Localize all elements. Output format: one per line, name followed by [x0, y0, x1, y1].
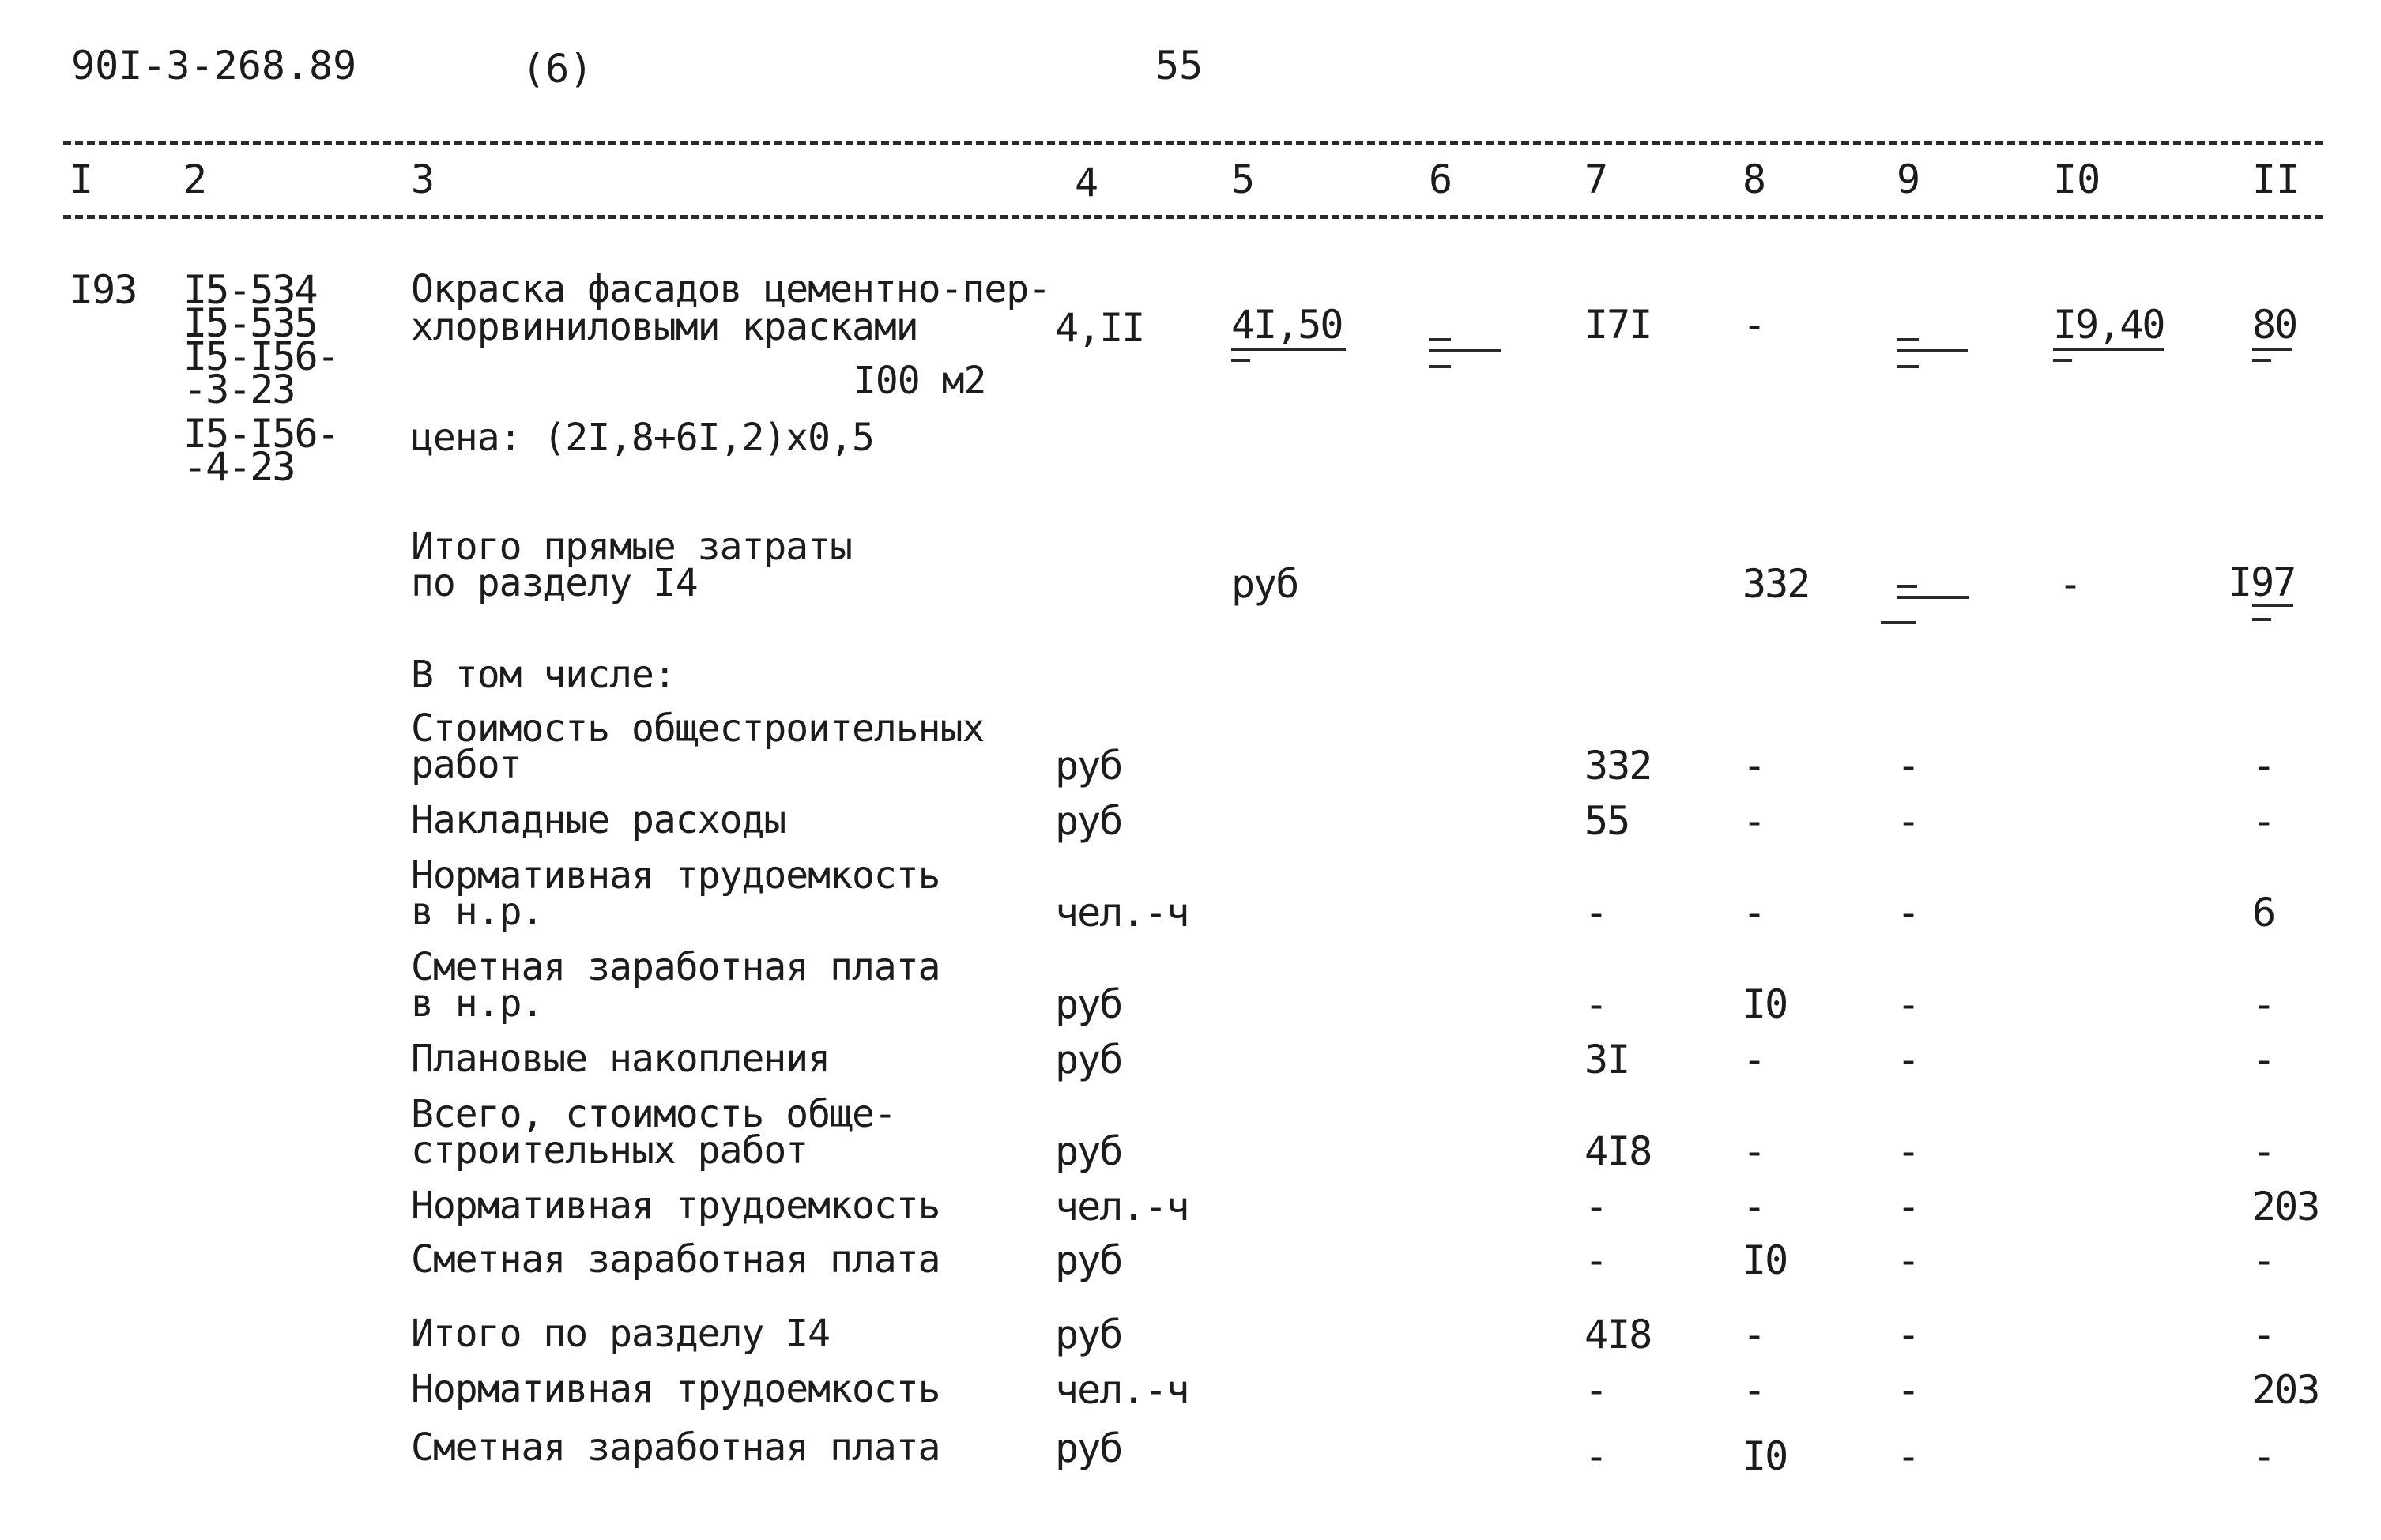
row-col7: 3I [1584, 1037, 1629, 1083]
cell-col11: 80 [2252, 302, 2297, 348]
row-unit: руб [1055, 981, 1122, 1027]
row-col7: - [1584, 1433, 1607, 1479]
row-unit: руб [1055, 743, 1122, 789]
row-col8: - [1742, 743, 1765, 789]
underline [2252, 348, 2292, 351]
work-description: хлорвиниловыми красками [411, 305, 918, 349]
quantity-cell: 4,II [1055, 305, 1144, 351]
row-col7: - [1584, 981, 1607, 1027]
row-col7: - [1584, 1184, 1607, 1229]
sheet-mark: (6) [522, 46, 593, 92]
dash [2252, 359, 2271, 362]
row-label: Всего, стоимость обще- [411, 1092, 896, 1136]
underline [1231, 348, 1346, 351]
row-col8: I0 [1742, 1433, 1788, 1479]
row-col9: - [1897, 1433, 1919, 1479]
dash [1429, 338, 1451, 341]
norm-code: I5-I56- [183, 411, 339, 457]
price-formula: цена: (2I,8+6I,2)x0,5 [411, 416, 874, 460]
row-col8: I0 [1742, 981, 1788, 1027]
section-total-label: по разделу I4 [411, 561, 698, 605]
row-col8: - [1742, 1184, 1765, 1229]
row-col8: - [1742, 1312, 1765, 1357]
row-unit: руб [1055, 798, 1122, 844]
row-label: Сметная заработная плата [411, 1237, 940, 1282]
row-label: строительных работ [411, 1128, 808, 1173]
row-col8: - [1742, 1367, 1765, 1413]
row-col8: - [1742, 1037, 1765, 1083]
dash [2053, 359, 2072, 362]
dash [1897, 365, 1919, 368]
row-col8: - [1742, 890, 1765, 936]
section-total-col11: I97 [2228, 559, 2296, 605]
unit-price-cell: 4I,50 [1231, 302, 1343, 348]
row-col9: - [1897, 1367, 1919, 1413]
column-header: 8 [1742, 156, 1767, 202]
column-header: 5 [1231, 156, 1256, 202]
row-col9: - [1897, 1184, 1919, 1229]
row-label: Нормативная трудоемкость [411, 853, 940, 898]
dash [2252, 618, 2271, 621]
dash [1881, 621, 1916, 624]
section-total-col8: 332 [1742, 561, 1810, 607]
underline [2053, 348, 2164, 351]
row-label: Итого по разделу I4 [411, 1312, 831, 1356]
row-col7: 55 [1584, 798, 1629, 844]
column-header: I [70, 156, 94, 202]
row-unit: руб [1055, 1037, 1122, 1083]
row-col7: - [1584, 890, 1607, 936]
column-header: 2 [183, 156, 208, 202]
row-col9: - [1897, 1037, 1919, 1083]
row-unit: руб [1055, 1425, 1122, 1471]
row-col7: 4I8 [1584, 1128, 1652, 1174]
row-label: Сметная заработная плата [411, 945, 940, 989]
row-unit: руб [1055, 1237, 1122, 1283]
total-cost-cell: I7I [1584, 302, 1652, 348]
row-col11: - [2252, 1433, 2275, 1479]
row-label: Плановые накопления [411, 1037, 831, 1081]
column-header: 7 [1584, 156, 1609, 202]
row-label: Накладные расходы [411, 798, 786, 842]
row-col11: - [2252, 1128, 2275, 1174]
column-header: II [2252, 156, 2300, 202]
underline [1897, 596, 1969, 599]
row-unit: чел.-ч [1055, 1184, 1189, 1229]
row-col9: - [1897, 798, 1919, 844]
row-label: Нормативная трудоемкость [411, 1367, 940, 1411]
norm-code: I5-I56- [183, 333, 339, 379]
dash [1429, 365, 1451, 368]
row-col11: - [2252, 1312, 2275, 1357]
row-col7: - [1584, 1367, 1607, 1413]
dash [1231, 359, 1250, 362]
row-col11: 203 [2252, 1184, 2319, 1229]
row-col8: I0 [1742, 1237, 1788, 1283]
row-col11: - [2252, 798, 2275, 844]
row-col11: - [2252, 743, 2275, 789]
cell-col10: I9,40 [2053, 302, 2164, 348]
section-total-label: Итого прямые затраты [411, 525, 852, 569]
norm-code: I5-535 [183, 300, 317, 346]
row-col9: - [1897, 890, 1919, 936]
row-unit: руб [1055, 1128, 1122, 1174]
norm-code: -3-23 [183, 367, 295, 412]
document-number: 90I-3-268.89 [71, 43, 357, 88]
row-unit: чел.-ч [1055, 890, 1189, 936]
dash [1897, 585, 1917, 588]
norm-code: I5-534 [183, 267, 317, 313]
column-header: 4 [1075, 160, 1099, 205]
row-label: в н.р. [411, 981, 544, 1026]
header-bottom-rule [63, 215, 2323, 219]
row-col11: - [2252, 1237, 2275, 1283]
row-unit: руб [1055, 1312, 1122, 1357]
work-description: Окраска фасадов цементно-пер- [411, 267, 1051, 311]
row-col11: - [2252, 981, 2275, 1027]
including-label: В том числе: [411, 653, 676, 697]
position-number: I93 [70, 267, 137, 313]
row-col9: - [1897, 1312, 1919, 1357]
measurement-unit: I00 м2 [853, 359, 986, 403]
page-number: 55 [1155, 43, 1204, 88]
row-col7: - [1584, 1237, 1607, 1283]
row-col8: - [1742, 798, 1765, 844]
column-header: 6 [1429, 156, 1453, 202]
row-col7: 332 [1584, 743, 1652, 789]
header-top-rule [63, 141, 2323, 145]
underline [1897, 349, 1968, 352]
row-unit: чел.-ч [1055, 1367, 1189, 1413]
row-col9: - [1897, 981, 1919, 1027]
row-label: Стоимость общестроительных [411, 706, 985, 751]
row-col11: 203 [2252, 1367, 2319, 1413]
column-header: I0 [2053, 156, 2101, 202]
column-header: 9 [1897, 156, 1921, 202]
underline [2252, 604, 2293, 607]
column-header: 3 [411, 156, 435, 202]
row-label: работ [411, 743, 522, 787]
dash [1897, 338, 1919, 341]
section-total-col10: - [2059, 561, 2081, 607]
row-col9: - [1897, 1237, 1919, 1283]
row-col8: - [1742, 1128, 1765, 1174]
row-label: Нормативная трудоемкость [411, 1184, 940, 1228]
row-col9: - [1897, 743, 1919, 789]
row-label: Сметная заработная плата [411, 1425, 940, 1470]
row-col11: - [2252, 1037, 2275, 1083]
section-total-unit: руб [1231, 561, 1298, 607]
row-col11: 6 [2252, 890, 2275, 936]
norm-code: -4-23 [183, 444, 295, 490]
cell-col8: - [1742, 302, 1765, 348]
underline [1429, 349, 1501, 352]
row-label: в н.р. [411, 890, 544, 934]
row-col7: 4I8 [1584, 1312, 1652, 1357]
row-col9: - [1897, 1128, 1919, 1174]
